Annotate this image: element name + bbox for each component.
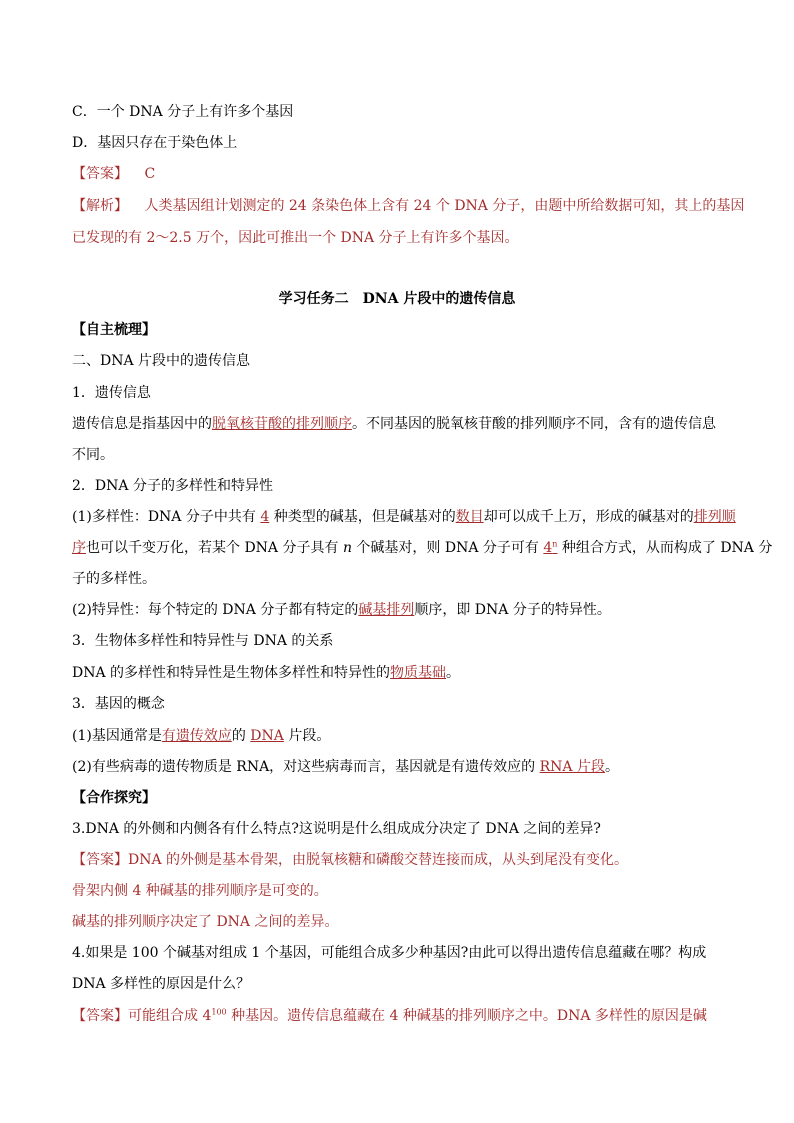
text-span: (1)多样性：DNA 分子中共有 <box>72 509 261 525</box>
question-3: 3.DNA 的外侧和内侧各有什么特点?这说明是什么组成成分决定了 DNA 之间的差异? <box>72 821 601 837</box>
self-review-label: 【自主梳理】 <box>72 322 156 338</box>
fill-blank: 有遗传效应 <box>161 728 232 744</box>
option-c: C．一个 DNA 分子上有许多个基因 <box>72 104 294 120</box>
question-4-line-1: 4.如果是 100 个碱基对组成 1 个基因，可能组合成多少种基因?由此可以得出遗传信息蕴藏在哪？构成 <box>72 945 707 961</box>
text-span: 的 <box>231 728 251 744</box>
specificity-line <box>72 600 724 620</box>
genetic-info-line-1 <box>72 414 724 434</box>
text-span: 也可以千变万化，若某个 DNA 分子具有 <box>86 540 343 556</box>
fill-blank: 物质基础 <box>390 665 447 681</box>
text-span: 种类型的碱基，但是碱基对的 <box>269 509 456 525</box>
analysis-text: 人类基因组计划测定的 24 条染色体上含有 24 个 DNA 分子，由题中所给数据可知，其上的基因 <box>144 198 745 214</box>
analysis-line-1 <box>72 196 745 216</box>
genetic-info-line-2: 不同。 <box>72 447 114 463</box>
section-title: 学习任务二 DNA 片段中的遗传信息 <box>278 291 516 307</box>
question-4-line-2: DNA 多样性的原因是什么？ <box>72 976 251 992</box>
heading-genetic-info: 1．遗传信息 <box>72 385 151 401</box>
text-span: DNA 的多样性和特异性是生物体多样性和特异性的 <box>72 665 391 681</box>
text-span: (2)有些病毒的遗传物质是 RNA，对这些病毒而言，基因就是有遗传效应的 <box>72 759 540 775</box>
q3-answer-line-2: 骨架内侧 4 种碱基的排列顺序是可变的。 <box>72 883 328 899</box>
option-d: D．基因只存在于染色体上 <box>72 135 238 151</box>
answer-value: C <box>144 166 156 182</box>
cooperative-inquiry-label: 【合作探究】 <box>72 790 156 806</box>
text-span: (1)基因通常是 <box>72 728 162 744</box>
text-span: 顺序，即 DNA 分子的特异性。 <box>414 602 611 618</box>
fill-blank: 4 <box>260 509 270 525</box>
text-span: 遗传信息是指基因中的 <box>72 416 212 432</box>
diversity-line-3: 子的多样性。 <box>72 571 156 587</box>
text-span: 。 <box>446 665 461 681</box>
text-span: 却可以成千上万，形成的碱基对的 <box>483 509 694 525</box>
gene-concept-line-2 <box>72 757 724 777</box>
variable-n: n <box>342 540 352 556</box>
text-span: (2)特异性：每个特定的 DNA 分子都有特定的 <box>72 602 359 618</box>
q3-answer-line-3: 碱基的排列顺序决定了 DNA 之间的差异。 <box>72 914 339 930</box>
fill-blank: 排列顺 <box>693 509 736 525</box>
heading-relationship: 3．生物体多样性和特异性与 DNA 的关系 <box>72 633 334 649</box>
text-span: 可能组合成 4 <box>128 1008 212 1024</box>
text-span: DNA 的外侧是基本骨架，由脱氧核糖和磷酸交替连接而成，从头到尾没有变化。 <box>128 852 629 868</box>
q3-answer-line-1 <box>72 850 724 870</box>
fill-blank: 脱氧核苷酸的排列顺序 <box>212 416 352 432</box>
superscript: n <box>552 539 558 549</box>
text-span: 4 <box>543 540 553 556</box>
fill-blank: DNA <box>250 728 284 744</box>
heading-diversity: 2．DNA 分子的多样性和特异性 <box>72 478 273 494</box>
heading-gene-concept: 3．基因的概念 <box>72 696 165 712</box>
answer-label: 【答案】 <box>72 852 128 868</box>
relationship-line <box>72 663 724 683</box>
superscript: 100 <box>211 1007 227 1017</box>
text-span: 个碱基对，则 DNA 分子可有 <box>351 540 544 556</box>
fill-blank: RNA 片段 <box>539 759 605 775</box>
text-span: 种组合方式，从而构成了 DNA 分 <box>557 540 773 556</box>
text-span: 片段。 <box>283 728 331 744</box>
gene-concept-line-1 <box>72 726 724 746</box>
fill-blank: 数目 <box>455 509 484 525</box>
fill-blank: 序 <box>72 540 86 556</box>
fill-blank <box>543 540 557 556</box>
fill-blank: 碱基排列 <box>358 602 415 618</box>
section-heading: 二、DNA 片段中的遗传信息 <box>72 353 251 369</box>
text-span: 。不同基因的脱氧核苷酸的排列顺序不同，含有的遗传信息 <box>352 416 716 432</box>
diversity-line-2 <box>72 538 773 558</box>
answer-label: 【答案】 <box>72 1008 128 1024</box>
text-span: 种基因。遗传信息蕴藏在 4 种碱基的排列顺序之中。DNA 多样性的原因是碱 <box>226 1008 707 1024</box>
diversity-line-1 <box>72 507 736 527</box>
answer-line <box>72 164 724 184</box>
text-span: 。 <box>605 759 619 775</box>
q4-answer-line <box>72 1006 724 1026</box>
analysis-label: 【解析】 <box>72 198 128 214</box>
answer-label: 【答案】 <box>72 166 128 182</box>
analysis-line-2: 已发现的有 2～2.5 万个，因此可推出一个 DNA 分子上有许多个基因。 <box>72 230 519 246</box>
